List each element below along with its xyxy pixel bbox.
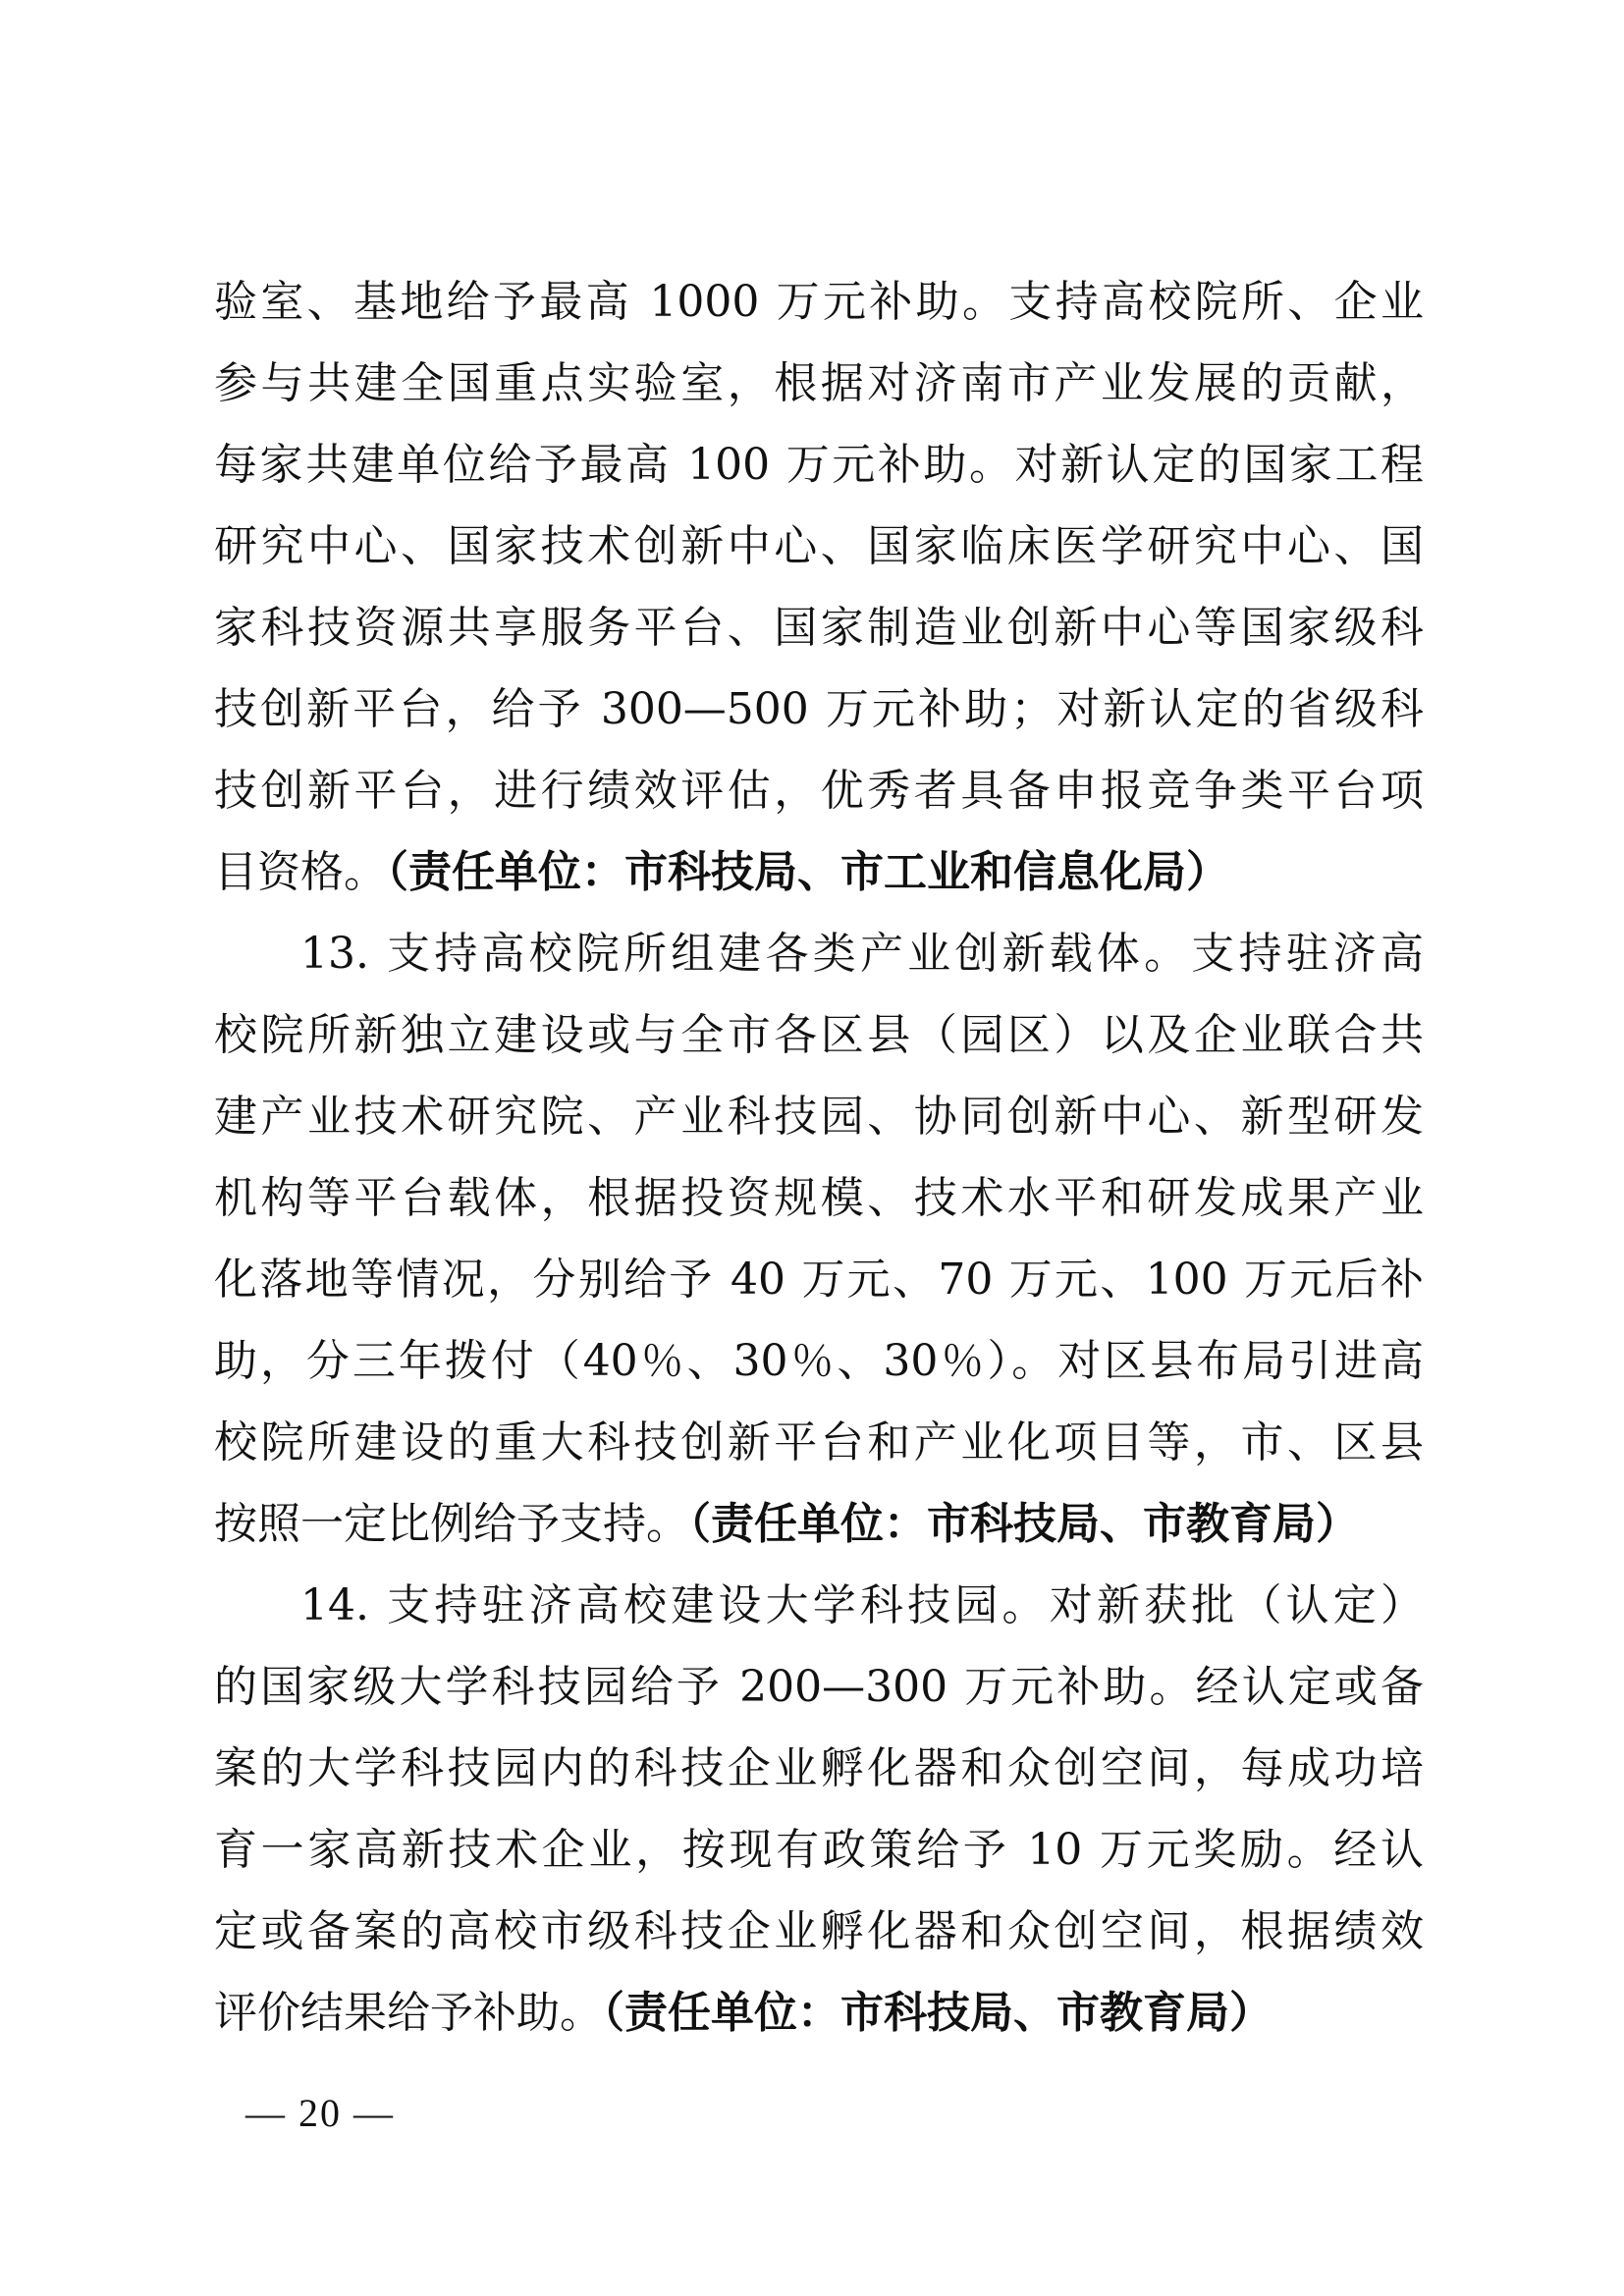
text-line: 校院所建设的重大科技创新平台和产业化项目等，市、区县 [214,1417,1424,1468]
text-line: 建产业技术研究院、产业科技园、协同创新中心、新型研发 [214,1092,1424,1142]
text-fragment: 目资格。 [214,847,387,897]
item-heading-13: 13. 支持高校院所组建各类产业创新载体。支持驻济高 [300,929,1424,979]
text-line: 化落地等情况，分别给予 40 万元、70 万元、100 万元后补 [214,1255,1424,1305]
text-line: 家科技资源共享服务平台、国家制造业创新中心等国家级科 [214,603,1424,653]
responsibility-note: （责任单位：市科技局、市工业和信息化局） [387,847,1229,897]
text-line [214,1490,1424,1559]
text-fragment: 按照一定比例给予支持。 [214,1499,689,1549]
text-line: 助，分三年拨付（40％、30％、30％）。对区县布局引进高 [214,1336,1424,1386]
page-number: — 20 — [245,2091,395,2135]
text-line [214,1979,1424,2048]
responsibility-note: （责任单位：市科技局、市教育局） [689,1499,1359,1549]
text-line: 校院所新独立建设或与全市各区县（园区）以及企业联合共 [214,1010,1424,1060]
text-line: 参与共建全国重点实验室，根据对济南市产业发展的贡献， [214,358,1424,408]
text-line: 定或备案的高校市级科技企业孵化器和众创空间，根据绩效 [214,1906,1424,1956]
text-line: 技创新平台，给予 300—500 万元补助；对新认定的省级科 [214,684,1424,734]
text-line: 技创新平台，进行绩效评估，优秀者具备申报竞争类平台项 [214,766,1424,816]
text-line: 育一家高新技术企业，按现有政策给予 10 万元奖励。经认 [214,1825,1424,1875]
text-line: 机构等平台载体，根据投资规模、技术水平和研发成果产业 [214,1173,1424,1223]
text-line: 案的大学科技园内的科技企业孵化器和众创空间，每成功培 [214,1743,1424,1793]
text-line: 每家共建单位给予最高 100 万元补助。对新认定的国家工程 [214,440,1424,490]
text-line [214,838,1424,907]
item-heading-14: 14. 支持驻济高校建设大学科技园。对新获批（认定） [300,1580,1424,1630]
text-fragment: 评价结果给予补助。 [214,1988,603,2038]
text-line: 研究中心、国家技术创新中心、国家临床医学研究中心、国 [214,521,1424,571]
text-line: 验室、基地给予最高 1000 万元补助。支持高校院所、企业 [214,277,1424,327]
text-line: 的国家级大学科技园给予 200—300 万元补助。经认定或备 [214,1662,1424,1712]
responsibility-note: （责任单位：市科技局、市教育局） [603,1988,1272,2038]
